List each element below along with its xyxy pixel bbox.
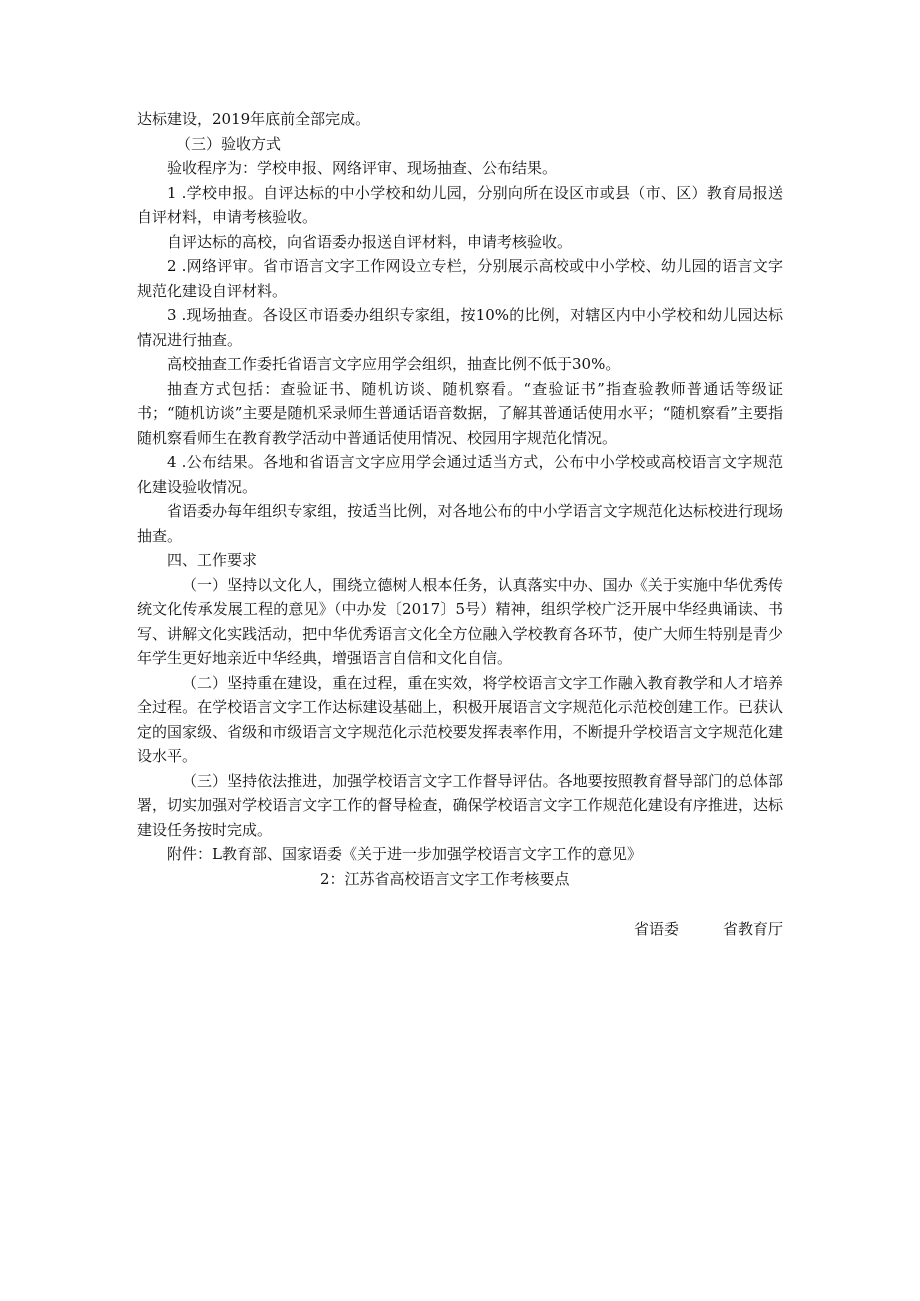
- document-page: [137, 107, 783, 942]
- paragraph-continuation: 达标建设，2019年底前全部完成。: [137, 110, 371, 128]
- paragraph-online-review: 2 .网络评审。省市语言文字工作网设立专栏，分别展示高校或中小学校、幼儿园的语言文字规范化建设自评材料。: [137, 257, 783, 300]
- paragraph-requirement-1: （一）坚持以文化人，围绕立德树人根本任务，认真落实中办、国办《关于实施中华优秀传统文化传承发展工程的意见》（中办发〔2017〕5号）精神，组织学校广泛开展中华经典诵读、书写、讲解文化实践活动，把中华优秀语言文化全方位融入学校教育各环节，使广大师生特别是青少年学生更好地亲近中华经典，增强语言自信和文化自信。: [137, 575, 783, 667]
- signature-language-committee: 省语委: [633, 920, 679, 938]
- paragraph-onsite-inspection: 3 .现场抽查。各设区市语委办组织专家组，按10%的比例，对辖区内中小学校和幼儿园达标情况进行抽查。: [137, 306, 783, 349]
- paragraph-acceptance-procedure: 验收程序为：学校申报、网络评审、现场抽查、公布结果。: [167, 159, 558, 177]
- section-heading-acceptance-method: （三）验收方式: [176, 134, 282, 153]
- paragraph-annual-inspection: 省语委办每年组织专家组，按适当比例，对各地公布的中小学语言文字规范化达标校进行现场抽查。: [137, 502, 783, 545]
- paragraph-requirement-3: （三）坚持依法推进，加强学校语言文字工作督导评估。各地要按照教育督导部门的总体部署，切实加强对学校语言文字工作的督导检查，确保学校语言文字工作规范化建设有序推进，达标建设任务按时完成。: [137, 771, 783, 839]
- section-heading-work-requirements: 四、工作要求: [167, 551, 258, 569]
- paragraph-university-application: 自评达标的高校，向省语委办报送自评材料，申请考核验收。: [167, 232, 573, 251]
- signature-education-department: 省教育厅: [722, 920, 783, 938]
- paragraph-school-application: 1 .学校申报。自评达标的中小学校和幼儿园，分别向所在设区市或县（市、区）教育局报送自评材料，申请考核验收。: [137, 183, 783, 226]
- paragraph-inspection-methods: 抽查方式包括：查验证书、随机访谈、随机察看。“查验证书”指查验教师普通话等级证书；“随机访谈”主要是随机采录师生普通话语音数据，了解其普通话使用水平；“随机察看”主要指随机察看师生在教育教学活动中普通话使用情况、校园用字规范化情况。: [137, 379, 783, 447]
- paragraph-requirement-2: （二）坚持重在建设，重在过程，重在实效，将学校语言文字工作融入教育教学和人才培养全过程。在学校语言文字工作达标建设基础上，积极开展语言文字规范化示范校创建工作。已获认定的国家级、省级和市级语言文字规范化示范校要发挥表率作用，不断提升学校语言文字规范化建设水平。: [137, 673, 783, 765]
- signature-block: [137, 917, 783, 942]
- paragraph-university-inspection: 高校抽查工作委托省语言文字应用学会组织，抽查比例不低于30%。: [167, 355, 621, 373]
- attachment-1: 附件：L教育部、国家语委《关于进一步加强学校语言文字工作的意见》: [167, 845, 642, 863]
- paragraph-publish-results: 4 .公布结果。各地和省语言文字应用学会通过适当方式，公布中小学校或高校语言文字规范化建设验收情况。: [137, 453, 783, 496]
- attachment-2: 2：江苏省高校语言文字工作考核要点: [320, 869, 570, 888]
